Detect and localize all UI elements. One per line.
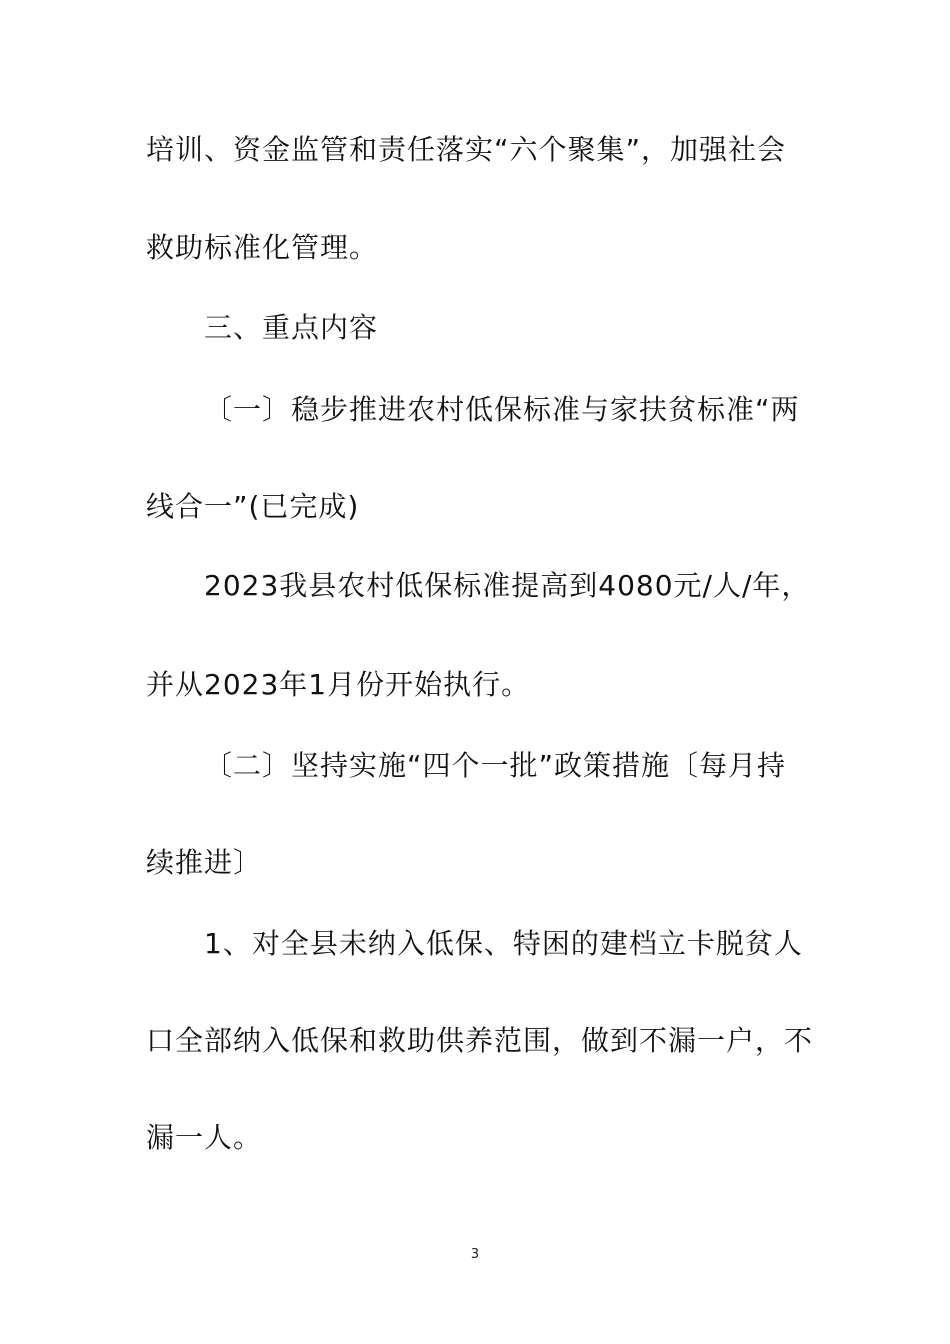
list-item-1-line-1: 1、对全县未纳入低保、特困的建档立卡脱贫人 (204, 927, 803, 960)
subheading-2-line-2: 续推进〕 (146, 846, 263, 879)
list-item-1-line-2: 口全部纳入低保和救助供养范围，做到不漏一户，不 (146, 1024, 814, 1057)
body-line-4: 并从2023年1月份开始执行。 (146, 668, 531, 701)
subheading-1-line-1: 〔一〕稳步推进农村低保标准与家扶贫标准“两 (204, 393, 800, 426)
body-line-1: 培训、资金监管和责任落实“六个聚集”，加强社会 (146, 133, 787, 166)
subheading-1-line-2: 线合一”(已完成) (146, 490, 360, 523)
subheading-2-line-1: 〔二〕坚持实施“四个一批”政策措施〔每月持 (204, 749, 787, 782)
body-line-2: 救助标准化管理。 (146, 231, 379, 264)
section-heading: 三、重点内容 (204, 311, 379, 344)
list-item-1-line-3: 漏一人。 (146, 1121, 263, 1154)
body-line-3: 2023我县农村低保标准提高到4080元/人/年， (204, 569, 811, 602)
page-number: 3 (470, 1247, 480, 1262)
